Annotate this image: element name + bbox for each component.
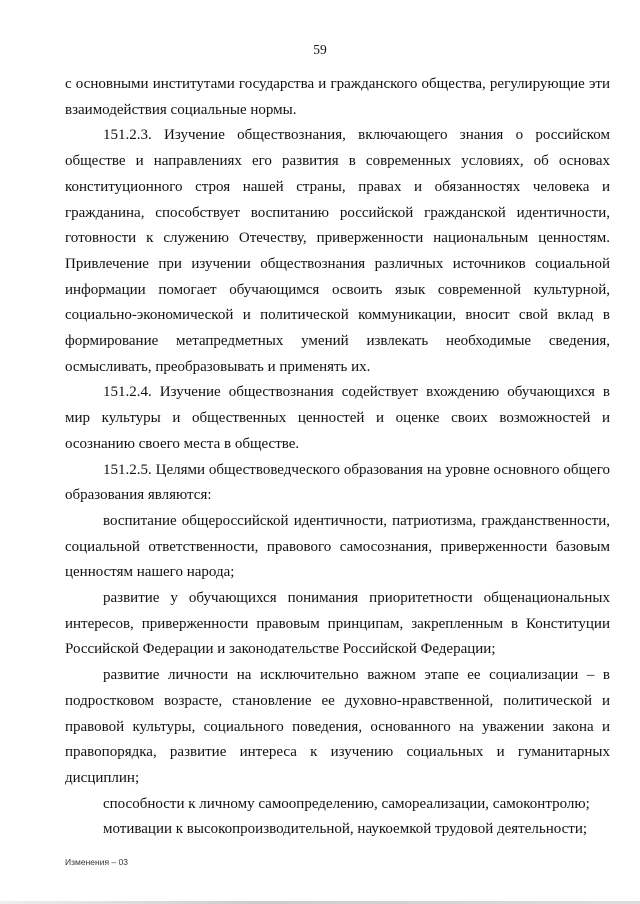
body-text [65, 72, 610, 843]
footer-revision: Изменения – 03 [65, 857, 128, 867]
paragraph-continuation: с основными институтами государства и гражданского общества, регулирующие эти взаимодействия социальные нормы. [65, 76, 610, 118]
list-item-national-interests: развитие у обучающихся понимания приоритетности общенациональных интересов, приверженности правовым принципам, закрепленным в Конституции Российской Федерации и законодательстве Российской Федерации; [65, 590, 610, 658]
page-number: 59 [313, 42, 327, 57]
paragraph-151-2-4: 151.2.4. Изучение обществознания содействует вхождению обучающихся в мир культуры и общественных ценностей и оценке своих возможностей и осознанию своего места в обществе. [65, 384, 610, 452]
list-item-personality-development: развитие личности на исключительно важном этапе ее социализации – в подростковом возрасте, становление ее духовно-нравственной, политической и правовой культуры, социального поведения, основанного на уважении закона и правопорядка, развитие интереса к изучению социальных и гуманитарных дисциплин; [65, 667, 610, 786]
paragraph-151-2-5: 151.2.5. Целями обществоведческого образования на уровне основного общего образования являются: [65, 461, 610, 504]
list-item-self-determination: способности к личному самоопределению, самореализации, самоконтролю; [103, 795, 590, 812]
list-item-motivation: мотивации к высокопроизводительной, наукоемкой трудовой деятельности; [103, 821, 588, 838]
paragraph-151-2-3: 151.2.3. Изучение обществознания, включающего знания о российском обществе и направлениях его развития в современных условиях, об основах конституционного строя нашей страны, правах и обязанностях человека и гражданина, способствует воспитанию российской гражданской идентичности, готовности к служению Отечеству, приверженности национальным ценностям. Привлечение при изучении обществознания различных источников социальной информации помогает обучающимся освоить язык современной культурной, социально-экономической и политической коммуникации, вносит свой вклад в формирование метапредметных умений извлекать необходимые сведения, осмысливать, преобразовывать и применять их. [65, 127, 610, 375]
list-item-identity: воспитание общероссийской идентичности, патриотизма, гражданственности, социальной ответственности, правового самосознания, приверженности базовым ценностям нашего народа; [65, 512, 610, 581]
